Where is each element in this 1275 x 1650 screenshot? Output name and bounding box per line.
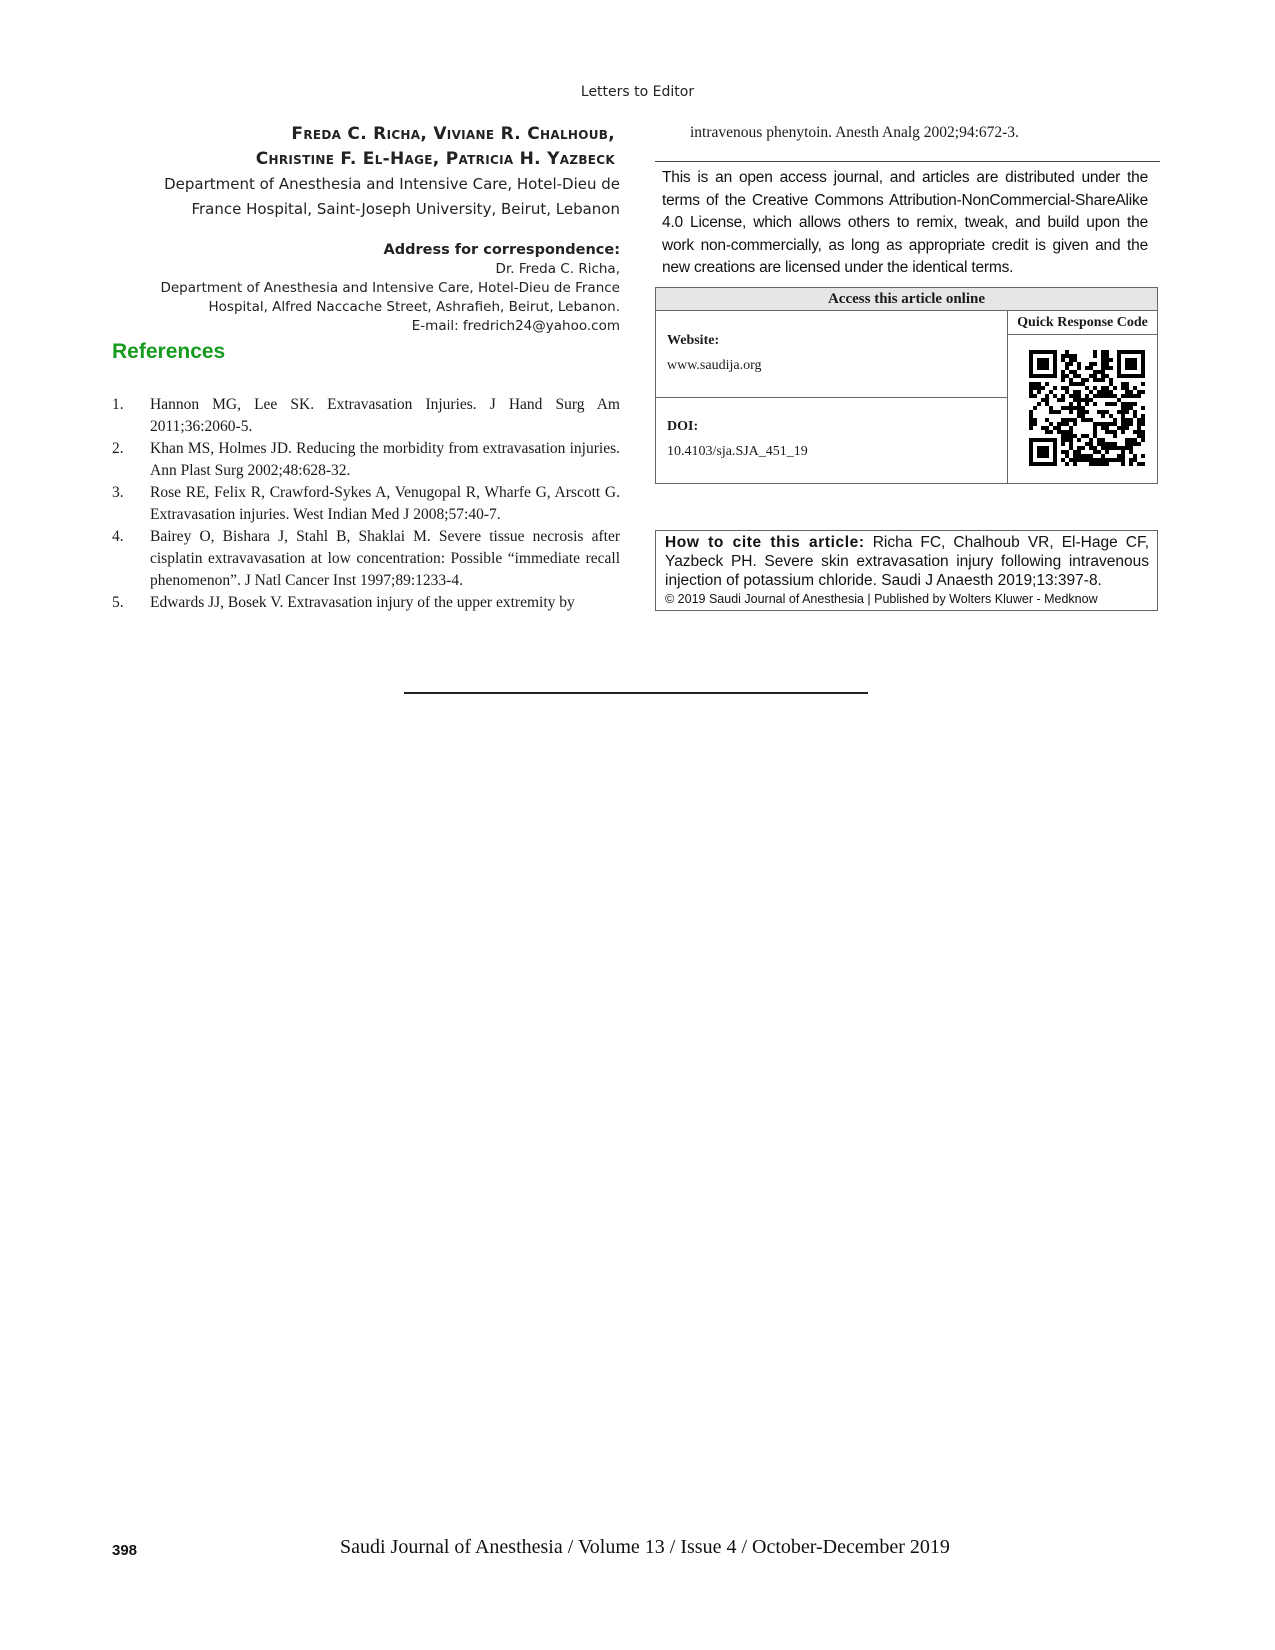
- citation-body: Richa FC, Chalhoub VR, El-Hage CF, Yazbeck PH. Severe skin extravasation injury following intravenous injection of potassium chloride. Saudi J Anaesth 2019;13:397-8.: [665, 534, 1150, 589]
- end-of-article-rule: [404, 692, 868, 694]
- website-label: Website:: [667, 333, 720, 348]
- affiliation-line: Department of Anesthesia and Intensive Care, Hotel-Dieu de: [164, 175, 620, 193]
- divider: [655, 161, 1160, 162]
- website-cell: [656, 311, 1008, 398]
- copyright-line: © 2019 Saudi Journal of Anesthesia | Published by Wolters Kluwer - Medknow: [665, 592, 1098, 606]
- running-head: Letters to Editor: [580, 84, 695, 100]
- license-notice: This is an open access journal, and articles are distributed under the terms of the Creative Commons Attribution-NonCommercial-ShareAlike 4.0 License, which allows others to remix, tweak, and build upon the work non-commercially, as long as appropriate credit is given and the new creations are licensed under the identical terms.: [662, 169, 1148, 276]
- journal-footer: Saudi Journal of Anesthesia / Volume 13 / Issue 4 / October-December 2019: [340, 1536, 950, 1558]
- access-box-title: Access this article online: [656, 288, 1157, 311]
- correspondence-address: Department of Anesthesia and Intensive Care, Hotel-Dieu de France: [160, 280, 620, 296]
- reference-text: Bairey O, Bishara J, Stahl B, Shaklai M. Severe tissue necrosis after cisplatin extravavasation at low concentration: Possible “immediate recall phenomenon”. J Natl Cancer Inst 1997;89:1233-4.: [150, 528, 620, 589]
- reference-continuation: intravenous phenytoin. Anesth Analg 2002;94:672-3.: [690, 124, 1019, 141]
- qr-label: Quick Response Code: [1008, 311, 1157, 335]
- correspondence-email: E-mail: fredrich24@yahoo.com: [411, 318, 620, 334]
- reference-item: [112, 394, 620, 438]
- citation-text: [665, 533, 1149, 590]
- doi-cell: [656, 398, 1008, 483]
- website-link[interactable]: www.saudija.org: [667, 358, 762, 373]
- reference-item: [112, 438, 620, 482]
- correspondence-block: [60, 241, 620, 336]
- reference-number: 1.: [112, 396, 124, 413]
- reference-item: [112, 526, 620, 592]
- reference-item: [112, 482, 620, 526]
- correspondence-address: Hospital, Alfred Naccache Street, Ashrafieh, Beirut, Lebanon.: [208, 299, 620, 315]
- citation-box: [655, 530, 1158, 611]
- reference-text: Hannon MG, Lee SK. Extravasation Injuries. J Hand Surg Am 2011;36:2060-5.: [150, 396, 620, 435]
- citation-label: How to cite this article:: [665, 534, 865, 551]
- correspondence-label: Address for correspondence:: [383, 242, 620, 258]
- doi-link[interactable]: 10.4103/sja.SJA_451_19: [667, 444, 808, 459]
- qr-code-icon: [1029, 350, 1145, 466]
- reference-list: [112, 394, 620, 614]
- references-heading: References: [112, 340, 226, 363]
- article-access-box: [655, 287, 1158, 484]
- reference-text: Edwards JJ, Bosek V. Extravasation injury of the upper extremity by: [150, 594, 575, 611]
- reference-item: [112, 592, 620, 614]
- reference-text: Rose RE, Felix R, Crawford-Sykes A, Venugopal R, Wharfe G, Arscott G. Extravasation injuries. West Indian Med J 2008;57:40-7.: [150, 484, 620, 523]
- affiliation: [100, 172, 620, 222]
- reference-number: 2.: [112, 440, 124, 457]
- affiliation-line: France Hospital, Saint-Joseph University, Beirut, Lebanon: [191, 200, 620, 218]
- author-list: [256, 122, 615, 172]
- correspondence-name: Dr. Freda C. Richa,: [495, 261, 620, 277]
- page-number: 398: [112, 1542, 138, 1559]
- author-line: Christine F. El-Hage, Patricia H. Yazbeck: [255, 149, 615, 169]
- author-line: Freda C. Richa, Viviane R. Chalhoub,: [291, 124, 615, 144]
- reference-number: 3.: [112, 484, 124, 501]
- reference-number: 4.: [112, 528, 124, 545]
- doi-label: DOI:: [667, 419, 699, 434]
- reference-number: 5.: [112, 594, 124, 611]
- reference-text: Khan MS, Holmes JD. Reducing the morbidity from extravasation injuries. Ann Plast Surg 2002;48:628-32.: [150, 440, 620, 479]
